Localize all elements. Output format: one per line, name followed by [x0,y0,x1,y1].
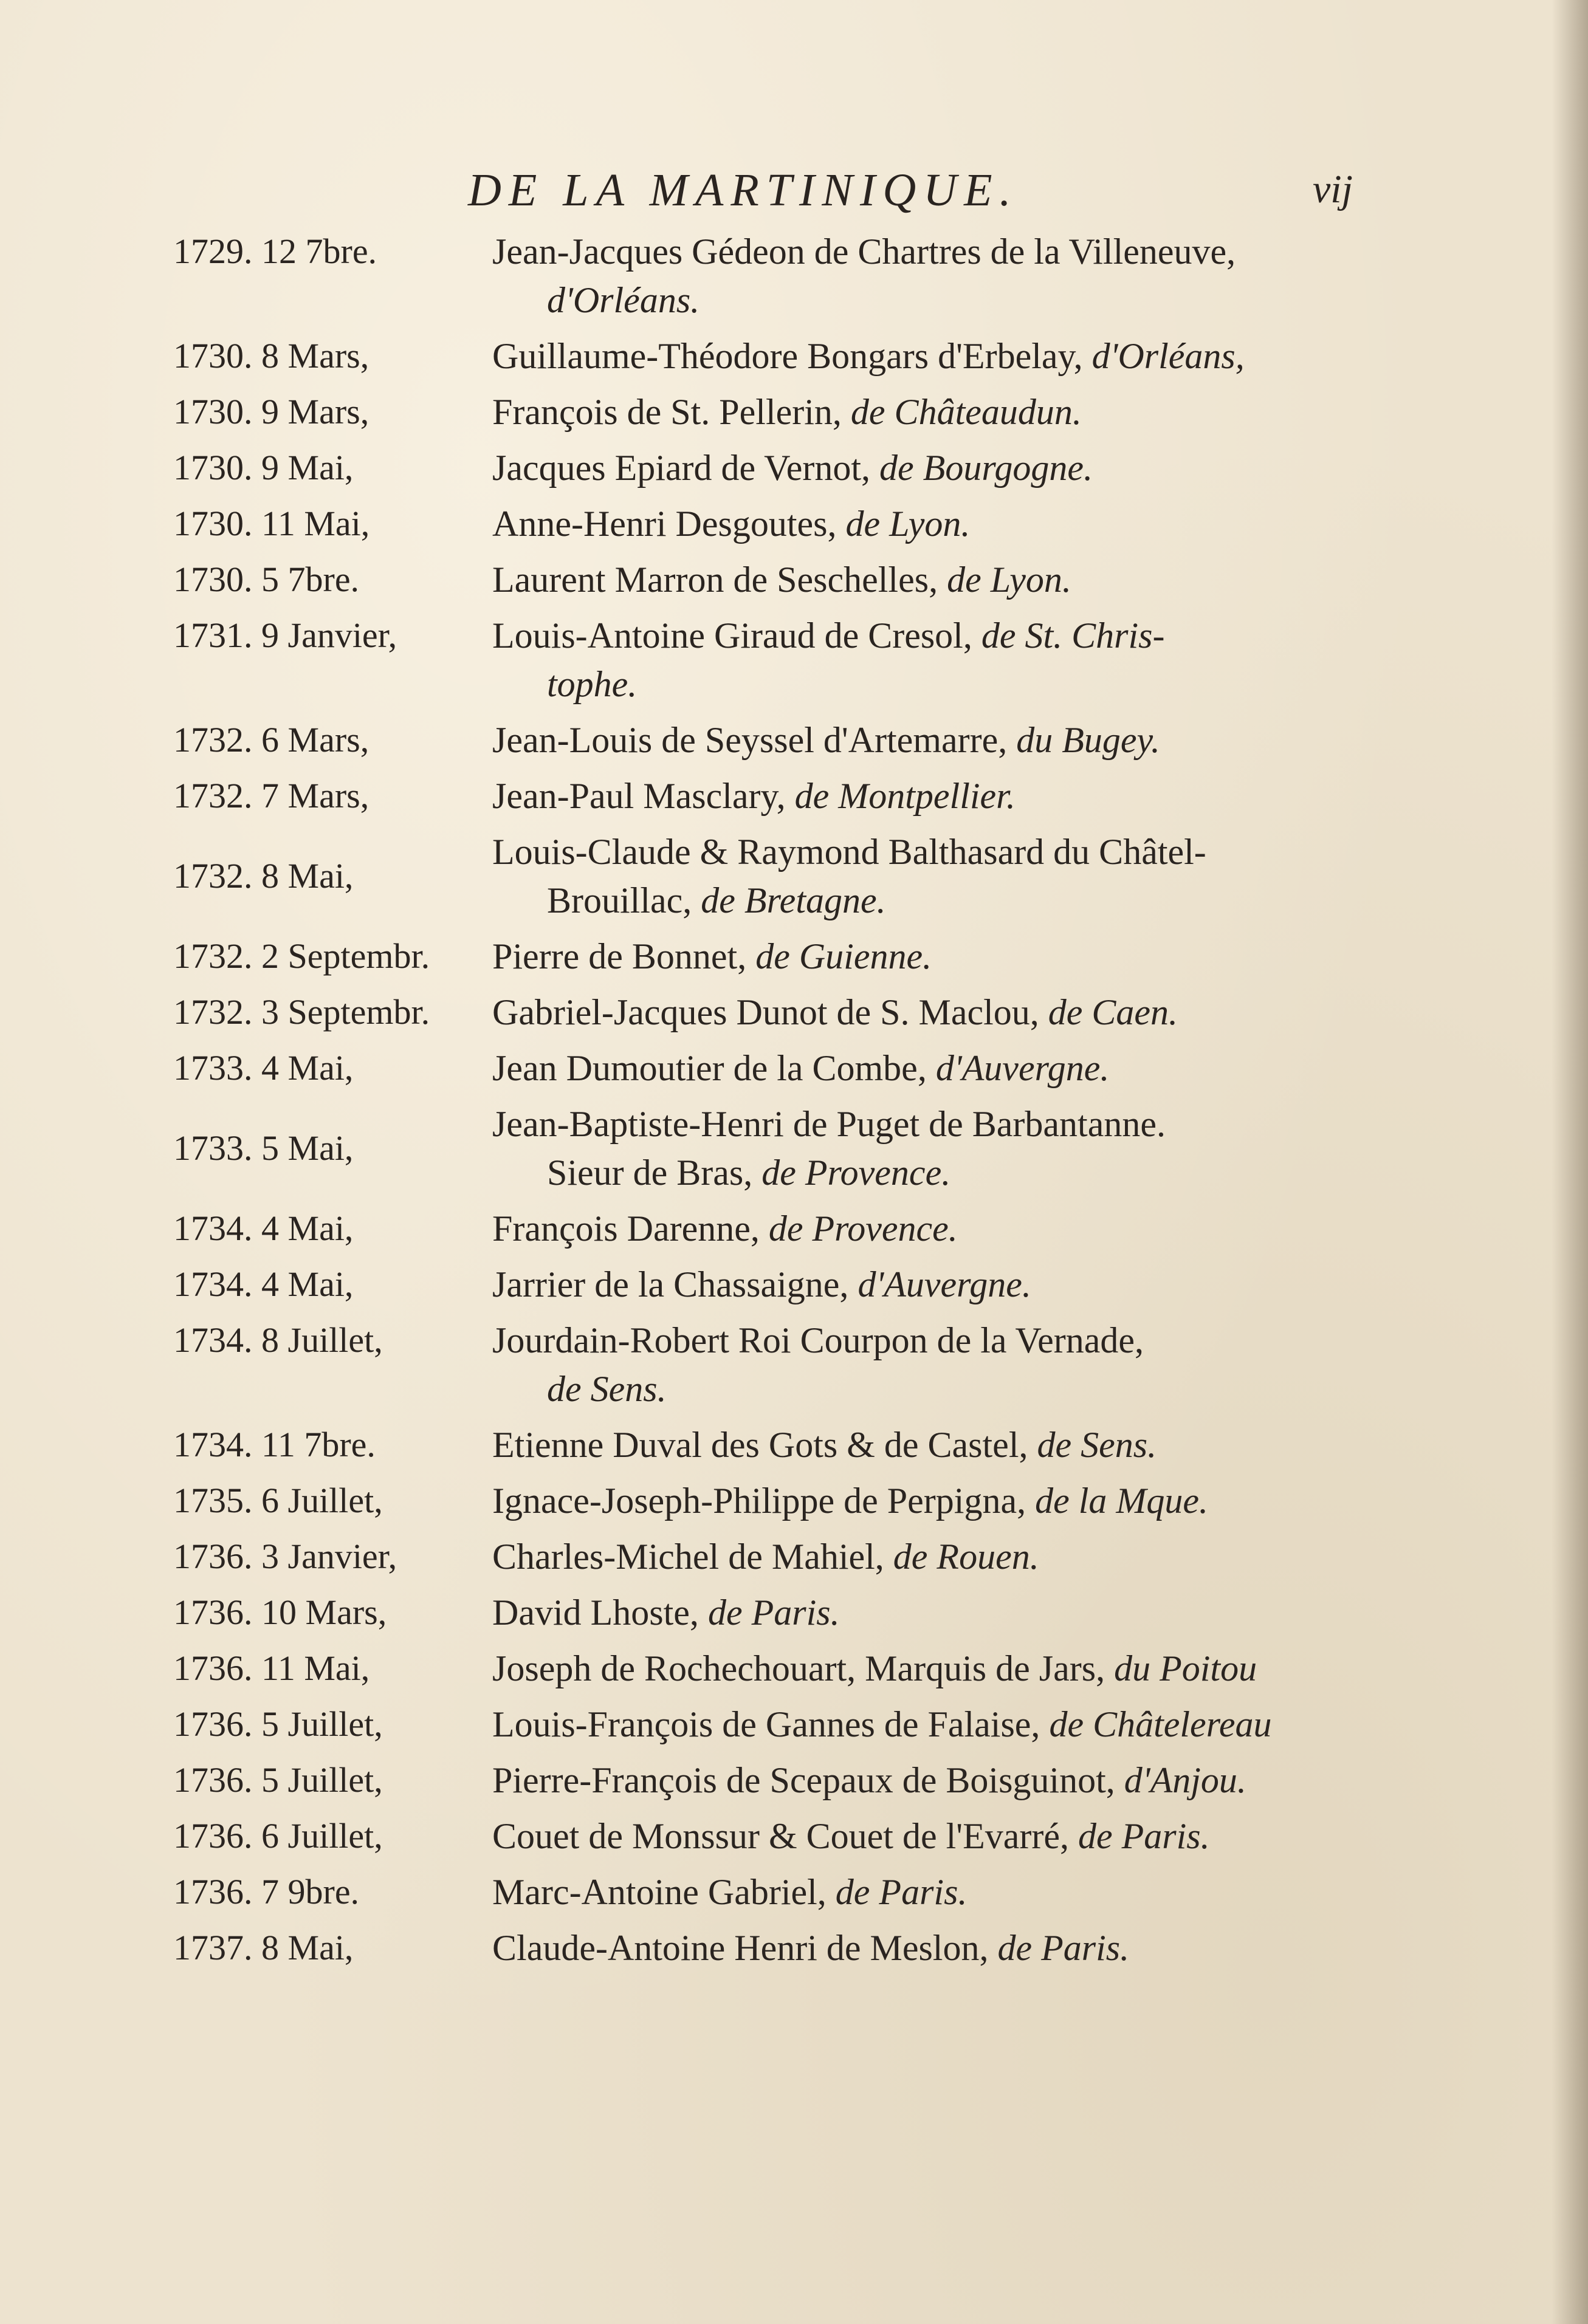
entry-origin: d'Auvergne. [935,1048,1110,1088]
entry-continuation [547,279,699,321]
entry-line [492,1480,1208,1522]
entry-origin: d'Orléans, [1091,336,1245,376]
entry-line [492,1760,1246,1801]
entry-origin: de Lyon. [845,504,971,544]
entry-line [492,335,1245,377]
register-entry [0,831,1588,928]
entry-name: Joseph de Rochechouart, Marquis de Jars, [492,1648,1105,1688]
entry-continuation [547,880,886,922]
entry-continuation [547,663,637,705]
entry-date: 1736. 7 9bre. [173,1872,360,1911]
entry-name: Jean-Louis de Seyssel d'Artemarre, [492,720,1008,760]
entry-name: Charles-Michel de Mahiel, [492,1537,884,1577]
entry-origin: de Guienne. [755,936,932,976]
entry-origin: de Paris. [997,1928,1130,1968]
entry-origin: de Caen. [1048,992,1178,1032]
entry-date: 1736. 10 Mars, [173,1592,387,1632]
entry-line [492,615,1165,657]
register-entry [0,615,1588,712]
register-entry [0,719,1588,768]
register-entry [0,1264,1588,1312]
entry-line [492,1648,1257,1690]
entry-name: Laurent Marron de Seschelles, [492,560,938,600]
entry-line [492,1047,1109,1089]
entry-name: Etienne Duval des Gots & de Castel, [492,1425,1028,1465]
register-entry [0,775,1588,824]
register-entry [0,503,1588,552]
entry-date: 1735. 6 Juillet, [173,1481,383,1520]
entry-name: Jean Dumoutier de la Combe, [492,1048,927,1088]
register-entry [0,335,1588,384]
entry-name: Louis-Claude & Raymond Balthasard du Châtel- [492,832,1206,872]
entry-name: Guillaume-Théodore Bongars d'Erbelay, [492,336,1083,376]
entry-name: Jean-Paul Masclary, [492,776,786,816]
entry-date: 1730. 5 7bre. [173,560,360,599]
entry-origin: de Paris. [1078,1816,1210,1856]
entry-origin: de Châteaudun. [850,392,1082,432]
entry-date: 1732. 7 Mars, [173,776,370,815]
entry-origin: de Provence. [768,1208,958,1249]
register-entry [0,1760,1588,1808]
entry-origin: de Rouen. [893,1537,1039,1577]
entry-origin: de Montpellier. [794,776,1016,816]
entry-origin: de Paris. [707,1592,840,1633]
register-entry [0,447,1588,496]
register-entry [0,936,1588,984]
register-entry [0,1592,1588,1640]
register-entry [0,1103,1588,1201]
register-entry [0,1704,1588,1752]
register-entry [0,391,1588,440]
register-entry [0,1320,1588,1417]
entry-line [492,1592,840,1634]
entry-line [492,1927,1129,1969]
register-entry [0,1927,1588,1976]
entry-date: 1730. 9 Mars, [173,392,370,431]
entry-line [492,1103,1166,1145]
entry-line [492,231,1236,273]
entry-line [492,775,1016,817]
entry-name: Jean-Baptiste-Henri de Puget de Barbantanne. [492,1104,1166,1144]
entry-line [492,719,1160,761]
entry-name: Louis-François de Gannes de Falaise, [492,1704,1040,1744]
entry-name: Jourdain-Robert Roi Courpon de la Vernade, [492,1320,1144,1360]
register-entry [0,1424,1588,1473]
entry-date: 1737. 8 Mai, [173,1928,354,1967]
entry-origin: d'Orléans. [547,280,700,320]
entry-origin: d'Anjou. [1124,1760,1246,1800]
entry-origin: du Poitou [1114,1648,1257,1688]
entry-name: Marc-Antoine Gabriel, [492,1872,827,1912]
entry-line [492,503,970,545]
entry-name: Anne-Henri Desgoutes, [492,504,837,544]
entry-date: 1730. 9 Mai, [173,448,354,487]
entry-date: 1732. 3 Septembr. [173,992,430,1032]
entry-origin: de la Mque. [1035,1481,1209,1521]
entry-line [492,559,1071,601]
entry-line [492,1704,1271,1746]
entry-origin: de Châtelereau [1049,1704,1272,1744]
entry-name-continued: Brouillac, [547,880,692,920]
entry-date: 1729. 12 7bre. [173,231,377,271]
entry-date: 1736. 5 Juillet, [173,1760,383,1800]
entry-continuation [547,1368,667,1410]
entry-line [492,1536,1039,1578]
entry-line [492,1815,1210,1857]
entry-line [492,1871,967,1913]
entry-name: Claude-Antoine Henri de Meslon, [492,1928,989,1968]
entry-origin: de Sens. [1037,1425,1157,1465]
register-entry [0,1047,1588,1096]
entry-line [492,1208,958,1250]
register-entry [0,1536,1588,1585]
entry-name: Jarrier de la Chassaigne, [492,1264,849,1304]
entry-line [492,391,1082,433]
entry-date: 1730. 11 Mai, [173,504,370,543]
entry-name: Louis-Antoine Giraud de Cresol, [492,615,972,656]
entry-name: Jacques Epiard de Vernot, [492,448,871,488]
entry-name: Ignace-Joseph-Philippe de Perpigna, [492,1481,1026,1521]
entry-date: 1736. 5 Juillet, [173,1704,383,1744]
entry-name: David Lhoste, [492,1592,699,1633]
entry-origin: de Sens. [547,1369,667,1409]
register-entry [0,1648,1588,1696]
entry-date: 1733. 4 Mai, [173,1048,354,1088]
entry-origin: d'Auvergne. [858,1264,1031,1304]
entry-date: 1733. 5 Mai, [173,1128,354,1168]
entry-date: 1732. 6 Mars, [173,720,370,759]
register-entry [0,1871,1588,1920]
entry-line [492,1264,1031,1306]
register-entry [0,231,1588,328]
entry-date: 1736. 11 Mai, [173,1648,370,1688]
entry-line [492,447,1093,489]
entry-name: François de St. Pellerin, [492,392,842,432]
register-entry [0,559,1588,608]
entry-continuation [547,1152,950,1194]
entry-line [492,936,932,978]
entry-line [492,992,1178,1033]
entry-name: Pierre-François de Scepaux de Boisguinot, [492,1760,1115,1800]
page-number: vij [1313,167,1353,211]
entry-date: 1730. 8 Mars, [173,336,370,375]
entry-date: 1732. 2 Septembr. [173,936,430,976]
entry-date: 1734. 11 7bre. [173,1425,376,1464]
entry-origin: tophe. [547,664,638,704]
register-entry [0,1480,1588,1529]
running-header [0,164,1588,219]
entry-date: 1736. 6 Juillet, [173,1816,383,1856]
register-entry [0,1208,1588,1256]
entry-line [492,831,1206,873]
entry-date: 1732. 8 Mai, [173,856,354,896]
entry-line [492,1424,1157,1466]
running-title: DE LA MARTINIQUE. [468,165,1019,216]
entry-origin: de Bretagne. [701,880,886,920]
entry-date: 1736. 3 Janvier, [173,1537,397,1576]
entry-origin: de Provence. [761,1153,951,1193]
entry-origin: de Bourgogne. [879,448,1093,488]
entry-name: Gabriel-Jacques Dunot de S. Maclou, [492,992,1039,1032]
entry-name-continued: Sieur de Bras, [547,1153,753,1193]
entry-origin: de St. Chris- [981,615,1165,656]
entry-line [492,1320,1144,1362]
entry-origin: de Lyon. [947,560,1071,600]
entry-origin: du Bugey. [1016,720,1160,760]
entry-date: 1734. 4 Mai, [173,1264,354,1304]
register-entry [0,992,1588,1040]
entry-name: Couet de Monssur & Couet de l'Evarré, [492,1816,1069,1856]
entry-name: Jean-Jacques Gédeon de Chartres de la Villeneuve, [492,231,1236,272]
entry-date: 1734. 8 Juillet, [173,1320,383,1360]
entry-origin: de Paris. [835,1872,968,1912]
register-entry [0,1815,1588,1864]
entry-date: 1731. 9 Janvier, [173,615,397,655]
entry-name: Pierre de Bonnet, [492,936,747,976]
entry-name: François Darenne, [492,1208,760,1249]
entry-date: 1734. 4 Mai, [173,1208,354,1248]
